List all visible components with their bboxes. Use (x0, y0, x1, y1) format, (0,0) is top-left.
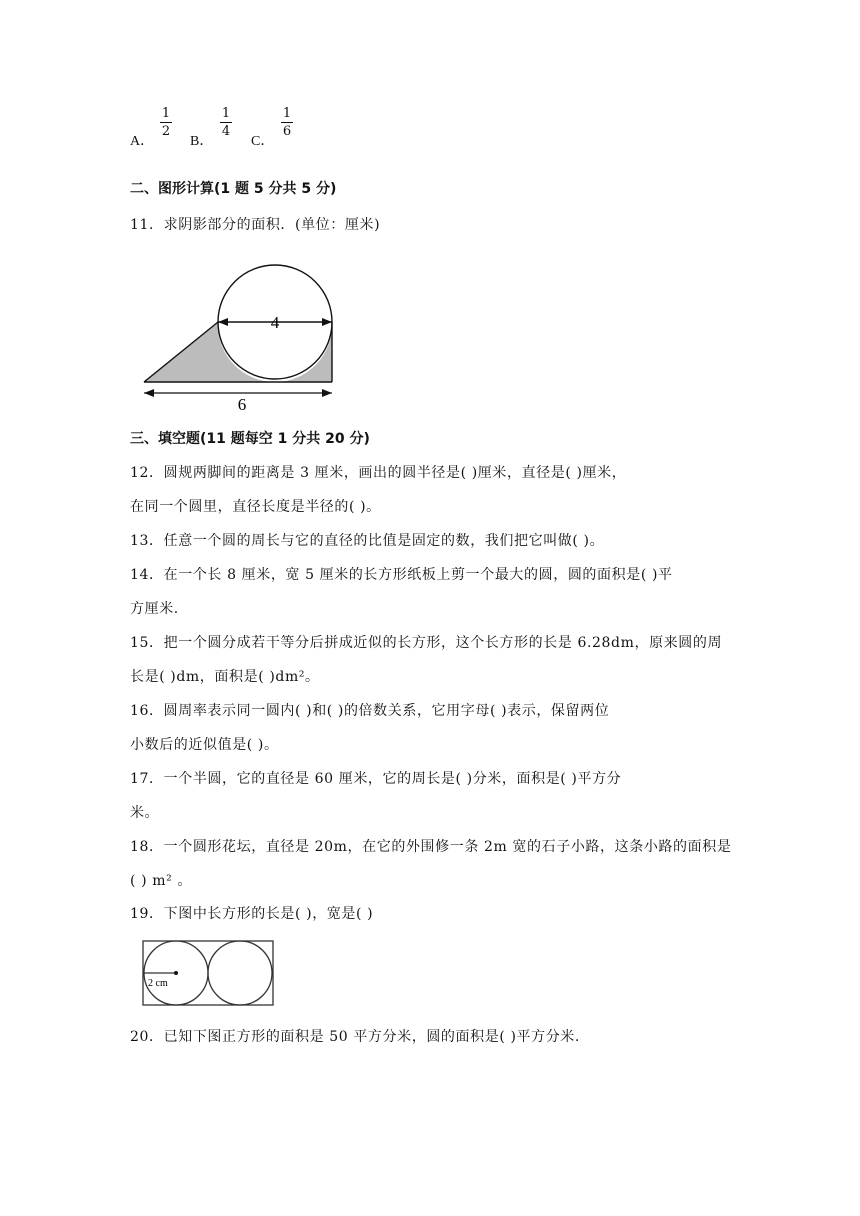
q16-line1: 16．圆周率表示同一圆内( )和( )的倍数关系，它用字母( )表示，保留两位 (130, 703, 610, 719)
option-b-fraction: 1 4 (221, 106, 231, 139)
q15-line1: 15．把一个圆分成若干等分后拼成近似的长方形，这个长方形的长是 6.28dm，原来圆的周 (130, 635, 723, 651)
section-2-title: 二、图形计算(1 题 5 分共 5 分) (130, 181, 337, 197)
q18-line2: ( ) m² 。 (130, 873, 192, 889)
right-circle (208, 941, 272, 1005)
q14-line2: 方厘米. (130, 601, 179, 617)
option-c-fraction: 1 6 (282, 106, 292, 139)
dim-top-label: 4 (270, 313, 280, 332)
q16-line2: 小数后的近似值是( )。 (130, 737, 279, 753)
q12-line2: 在同一个圆里，直径长度是半径的( )。 (130, 499, 381, 515)
q13-line1: 13．任意一个圆的周长与它的直径的比值是固定的数，我们把它叫做( )。 (130, 533, 605, 549)
q18-line1: 18．一个圆形花坛，直径是 20m，在它的外围修一条 2m 宽的石子小路，这条小路的面积是 (130, 839, 732, 855)
dim-bottom-label: 6 (237, 395, 247, 414)
q17-line2: 米。 (130, 805, 160, 821)
q20-line1: 20．已知下图正方形的面积是 50 平方分米，圆的面积是( )平方分米. (130, 1029, 580, 1045)
q11-text: 11．求阴影部分的面积．(单位：厘米) (130, 217, 381, 233)
q11-shaded-figure (138, 252, 348, 414)
option-c-letter: C． (251, 134, 275, 149)
shaded-region (144, 322, 275, 382)
q15-line2: 长是( )dm，面积是( )dm²。 (130, 669, 320, 685)
q19-line1: 19．下图中长方形的长是( )，宽是( ) (130, 906, 374, 922)
option-a-fraction: 1 2 (161, 106, 171, 139)
option-b-letter: B． (190, 134, 214, 149)
q12-line1: 12．圆规两脚间的距离是 3 厘米，画出的圆半径是( )厘米，直径是( )厘米， (130, 465, 627, 481)
q19-rectangle-figure (140, 938, 276, 1008)
center-dot (174, 971, 178, 975)
q14-line1: 14．在一个长 8 厘米，宽 5 厘米的长方形纸板上剪一个最大的圆，圆的面积是( )平 (130, 567, 673, 583)
radius-label: 2 cm (148, 978, 168, 989)
section-3-title: 三、填空题(11 题每空 1 分共 20 分) (130, 431, 370, 447)
q17-line1: 17．一个半圆，它的直径是 60 厘米，它的周长是( )分米，面积是( )平方分 (130, 771, 622, 787)
option-a-letter: A． (130, 134, 155, 149)
